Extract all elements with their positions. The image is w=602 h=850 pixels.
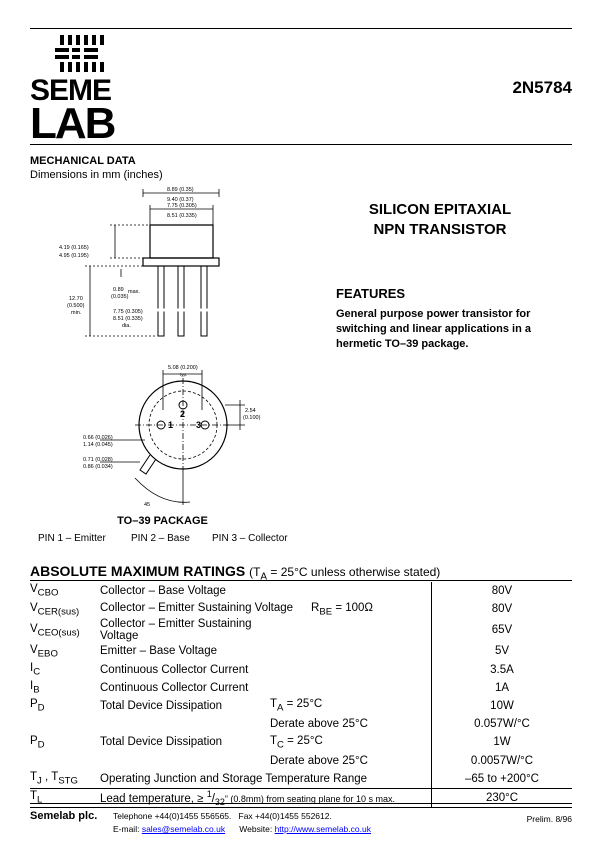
rating-symbol-cell <box>30 752 100 770</box>
dim-mid1a: 0.89 <box>113 287 124 293</box>
rating-cond-pre: R <box>311 601 320 614</box>
rating-row <box>30 582 572 600</box>
rating-row <box>30 697 572 715</box>
rating-symbol-cell <box>30 788 100 807</box>
rating-description: Collector – Base Voltage <box>100 585 226 598</box>
rating-row <box>30 733 572 751</box>
rating-row <box>30 600 572 618</box>
cond-sub: A <box>260 571 268 583</box>
rating-symbol: V <box>30 622 38 635</box>
rating-cond-post: = 25°C <box>283 734 323 747</box>
package-side-view <box>55 185 255 345</box>
rating-value: 230°C <box>432 788 573 807</box>
footer-email-label: E-mail: <box>113 824 140 834</box>
rating-value: 65V <box>432 618 573 642</box>
rating-description-cell <box>100 661 270 679</box>
rating-row <box>30 679 572 697</box>
device-title-line1: SILICON EPITAXIAL <box>368 201 512 218</box>
dim-top1b: 9.40 (0.37) <box>167 197 194 203</box>
package-name: TO–39 PACKAGE <box>117 515 208 527</box>
cond-pre: (T <box>249 565 261 579</box>
rating-cond-sub: A <box>277 702 284 714</box>
rating-description: Total Device Dissipation <box>100 700 223 713</box>
rating-symbol-sub: CER(sus) <box>37 605 80 617</box>
rating-description-cell <box>100 752 270 770</box>
footer-prelim: Prelim. 8/96 <box>526 814 572 824</box>
rating-symbol-sub: J <box>37 775 42 787</box>
rating-value: 5V <box>432 642 573 660</box>
ratings-conditions <box>249 565 441 583</box>
rating-row <box>30 642 572 660</box>
device-title <box>335 200 545 240</box>
rating-cond-pre: T <box>270 734 278 747</box>
dim-bot1b: typ. <box>180 372 188 377</box>
rating-condition: Derate above 25°C <box>270 718 368 731</box>
rating-row <box>30 752 572 770</box>
rating-value: –65 to +200°C <box>432 770 573 789</box>
rating-symbol-sub: EBO <box>37 648 58 660</box>
rating-description-cell <box>100 697 270 715</box>
rating-symbol-sub: D <box>37 702 45 714</box>
rating-symbol-2: , T <box>41 771 59 784</box>
pin-3-label: PIN 3 – Collector <box>212 533 288 544</box>
rating-description: Emitter – Base Voltage <box>100 645 217 658</box>
lead-frac-num: 1 <box>206 788 212 799</box>
rating-symbol-sub: CEO(sus) <box>37 627 80 639</box>
pin-label-2: 2 <box>180 409 186 419</box>
rating-description-cell <box>100 715 270 733</box>
rating-value: 1W <box>432 733 573 751</box>
lead-frac-den: 32 <box>214 797 225 808</box>
rating-symbol-cell <box>30 600 100 618</box>
ratings-title: ABSOLUTE MAXIMUM RATINGS <box>30 563 246 579</box>
footer-rule <box>30 803 572 804</box>
rating-condition-cell <box>270 697 432 715</box>
lead-desc-post: ” (0.8mm) from seating plane for 10 s max. <box>224 793 395 804</box>
rating-value: 80V <box>432 582 573 600</box>
rating-description: Collector – Emitter Sustaining Voltage <box>100 618 252 643</box>
rating-symbol: P <box>30 734 38 747</box>
rating-symbol: V <box>30 643 38 656</box>
features-line: switching and linear applications in a <box>336 323 531 335</box>
logo-mark-icon <box>30 30 140 78</box>
rating-row <box>30 661 572 679</box>
dim-top2a: 7.75 (0.305) <box>167 203 197 209</box>
rating-condition-cell <box>270 618 432 642</box>
rating-symbol: T <box>30 771 38 784</box>
rating-symbol: I <box>30 680 34 693</box>
rating-description: Continuous Collector Current <box>100 681 249 694</box>
rating-symbol-cell <box>30 679 100 697</box>
rating-row <box>30 788 572 807</box>
rating-value: 3.5A <box>432 661 573 679</box>
rating-value: 10W <box>432 697 573 715</box>
rating-symbol-cell <box>30 697 100 715</box>
rating-cond-post: = 100Ω <box>332 601 374 614</box>
mechanical-heading: MECHANICAL DATA <box>30 155 136 167</box>
dim-top2b: 8.51 (0.335) <box>167 213 197 219</box>
rating-symbol-cell <box>30 715 100 733</box>
logo-text-lab: LAB <box>30 99 115 148</box>
company-logo <box>30 30 140 148</box>
rating-condition-cell <box>270 679 432 697</box>
dim-lead1c: min. <box>71 310 82 316</box>
rating-symbol: I <box>30 662 34 674</box>
rating-symbol-cell <box>30 661 100 679</box>
dim-bot4b: 0.86 (0.034) <box>83 464 113 470</box>
rating-row <box>30 715 572 733</box>
cond-post: = 25°C unless otherwise stated) <box>267 565 441 579</box>
dim-mid2a: 7.75 (0.305) <box>113 309 143 315</box>
rating-symbol-sub: CBO <box>37 587 59 599</box>
rating-symbol: V <box>30 583 38 596</box>
rating-condition-cell <box>270 582 432 600</box>
lead-desc-pre: Lead temperature, ≥ <box>100 792 207 805</box>
dim-bot2b: (0.100) <box>243 415 261 421</box>
header-rule <box>30 144 572 145</box>
footer-fax: Fax +44(0)1455 552612. <box>238 811 332 821</box>
dim-left1b: 4.95 (0.195) <box>59 253 89 259</box>
dim-left1a: 4.19 (0.165) <box>59 245 89 251</box>
dim-lead1a: 12.70 <box>69 296 83 302</box>
features-line: hermetic TO–39 package. <box>336 338 469 350</box>
rating-description: Operating Junction and Storage Temperature Range <box>100 772 368 785</box>
rating-symbol: T <box>30 790 38 803</box>
rating-cond-sub: BE <box>319 605 333 617</box>
package-bottom-view <box>80 360 280 515</box>
rating-symbol-cell <box>30 770 100 789</box>
rating-value: 1A <box>432 679 573 697</box>
dim-angle: 45 <box>144 502 151 508</box>
rating-description: Continuous Collector Current <box>100 663 249 676</box>
device-title-line2: NPN TRANSISTOR <box>373 221 507 238</box>
rating-cond-pre: T <box>270 698 278 711</box>
rating-symbol: V <box>30 601 38 614</box>
rating-condition-cell <box>270 715 432 733</box>
features-heading: FEATURES <box>336 286 406 301</box>
rating-description-cell <box>100 679 270 697</box>
rating-description-cell <box>100 733 270 751</box>
rating-description-cell <box>100 770 432 789</box>
rating-condition-cell <box>270 642 432 660</box>
rating-symbol-cell <box>30 642 100 660</box>
rating-condition-cell <box>270 661 432 679</box>
dim-lead1b: (0.500) <box>67 303 85 309</box>
footer-contact <box>113 810 371 836</box>
footer-email-link[interactable]: sales@semelab.co.uk <box>141 824 226 834</box>
rating-symbol-sub: B <box>33 684 40 696</box>
features-line: General purpose power transistor for <box>336 308 531 320</box>
dim-top1a: 8.89 (0.35) <box>167 187 194 193</box>
rating-description-cell <box>100 642 270 660</box>
part-number: 2N5784 <box>512 78 572 97</box>
features-text <box>336 307 531 352</box>
dim-bot1a: 5.08 (0.200) <box>168 365 198 371</box>
rating-value: 0.057W/°C <box>432 715 573 733</box>
rating-value: 80V <box>432 600 573 618</box>
rating-row <box>30 770 572 789</box>
dim-mid1c: (0.035) <box>111 294 129 300</box>
dim-mid1b: max. <box>128 289 140 295</box>
rating-description: Collector – Emitter Sustaining Voltage <box>100 601 294 614</box>
rating-symbol: P <box>30 698 38 711</box>
rating-row <box>30 618 572 642</box>
rating-condition-cell <box>270 733 432 751</box>
footer-telephone: Telephone +44(0)1455 556565. <box>113 811 232 821</box>
dim-mid2b: 8.51 (0.335) <box>113 316 143 322</box>
rating-cond-post: = 25°C <box>283 698 323 711</box>
rating-description-cell <box>100 600 432 618</box>
pin-2-label: PIN 2 – Base <box>131 533 190 544</box>
ratings-top-rule <box>30 580 572 581</box>
dim-bot4a: 0.71 (0.028) <box>83 457 113 463</box>
rating-description-cell <box>100 582 270 600</box>
rating-description: Total Device Dissipation <box>100 736 223 749</box>
rating-description-cell: Lead temperature, ≥ $^1/_{32}$” (0.8mm) from seating plane for 10 s max. <box>100 788 432 807</box>
rating-cond-sub: C <box>277 739 284 751</box>
pin-1-label: PIN 1 – Emitter <box>38 533 106 544</box>
ratings-table <box>30 582 572 808</box>
footer-website-label: Website: <box>239 824 273 834</box>
rating-symbol-sub: C <box>33 666 41 678</box>
footer-company: Semelab plc. <box>30 810 98 822</box>
top-rule <box>30 28 572 29</box>
rating-symbol-cell <box>30 733 100 751</box>
mechanical-subheading: Dimensions in mm (inches) <box>30 169 163 181</box>
rating-symbol-sub: L <box>37 794 43 806</box>
rating-symbol-sub: D <box>37 739 45 751</box>
dim-bot3b: 1.14 (0.045) <box>83 442 113 448</box>
footer-website-link[interactable]: http://www.semelab.co.uk <box>274 824 371 834</box>
rating-condition: Derate above 25°C <box>270 754 368 767</box>
rating-condition-cell <box>270 752 432 770</box>
rating-symbol-sub-2: STG <box>58 775 78 787</box>
dim-bot3a: 0.66 (0.026) <box>83 435 113 441</box>
rating-symbol-cell <box>30 618 100 642</box>
rating-description-cell <box>100 618 270 642</box>
rating-symbol-cell <box>30 582 100 600</box>
pin-label-1: 1 <box>168 420 174 430</box>
dim-bot2a: 2.54 <box>245 408 256 414</box>
logo-text-seme: SEME <box>30 74 112 107</box>
rating-value: 0.0057W/°C <box>432 752 573 770</box>
dim-mid2c: dia. <box>122 323 131 329</box>
pin-label-3: 3 <box>196 420 202 430</box>
